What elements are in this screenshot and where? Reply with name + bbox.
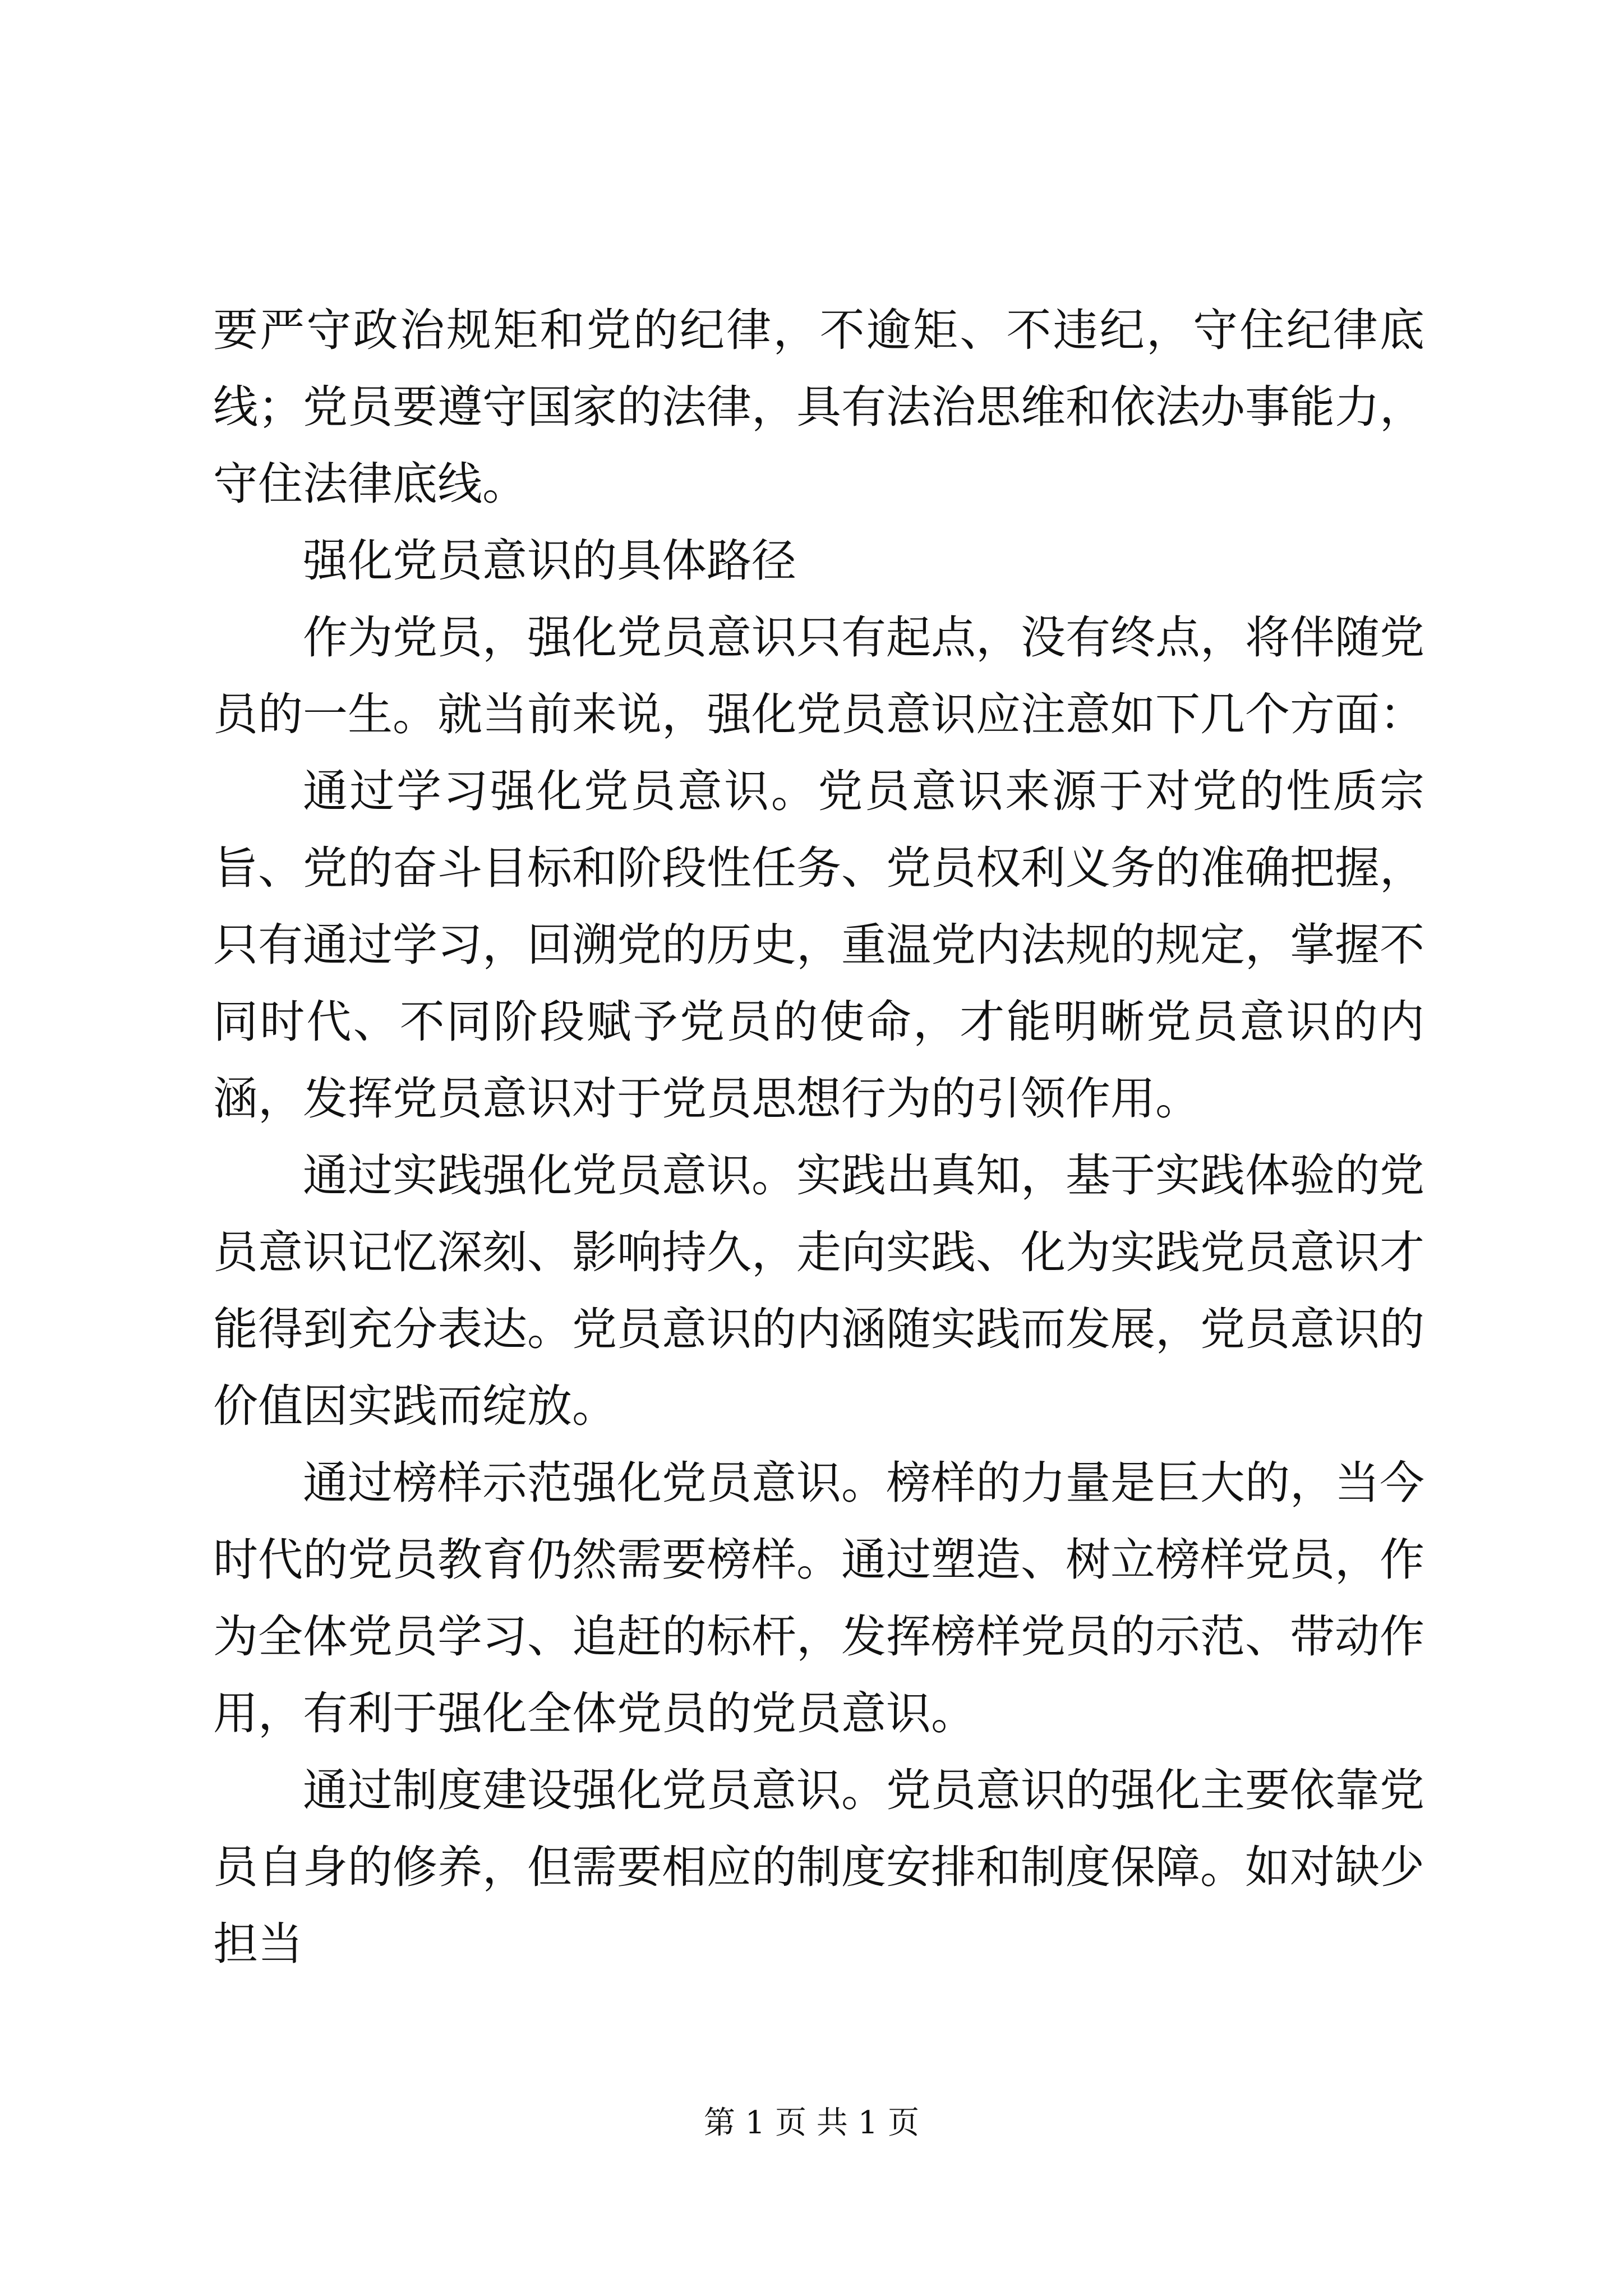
paragraph-7: 通过制度建设强化党员意识。党员意识的强化主要依靠党员自身的修养，但需要相应的制度安排和制度保障。如对缺少担当 [213, 1764, 1424, 1970]
paragraph-1: 要严守政治规矩和党的纪律，不逾矩、不违纪，守住纪律底线；党员要遵守国家的法律，具有法治思维和依法办事能力，守住法律底线。 [213, 304, 1424, 510]
paragraph-4: 通过学习强化党员意识。党员意识来源于对党的性质宗旨、党的奋斗目标和阶段性任务、党员权利义务的准确把握，只有通过学习，回溯党的历史，重温党内法规的规定，掌握不同时代、不同阶段赋予党员的使命，才能明晰党员意识的内涵，发挥党员意识对于党员思想行为的引领作用。 [213, 765, 1424, 1125]
paragraph-6: 通过榜样示范强化党员意识。榜样的力量是巨大的，当今时代的党员教育仍然需要榜样。通过塑造、树立榜样党员，作为全体党员学习、追赶的标杆，发挥榜样党员的示范、带动作用，有利于强化全体党员的党员意识。 [213, 1457, 1424, 1740]
page-footer: 第 1 页 共 1 页 [703, 2105, 920, 2141]
document-body [213, 292, 1424, 1982]
paragraph-3: 作为党员，强化党员意识只有起点，没有终点，将伴随党员的一生。就当前来说，强化党员意识应注意如下几个方面： [213, 611, 1424, 740]
paragraph-5: 通过实践强化党员意识。实践出真知，基于实践体验的党员意识记忆深刻、影响持久，走向实践、化为实践党员意识才能得到充分表达。党员意识的内涵随实践而发展，党员意识的价值因实践而绽放。 [213, 1149, 1424, 1432]
section-heading: 强化党员意识的具体路径 [303, 535, 796, 587]
